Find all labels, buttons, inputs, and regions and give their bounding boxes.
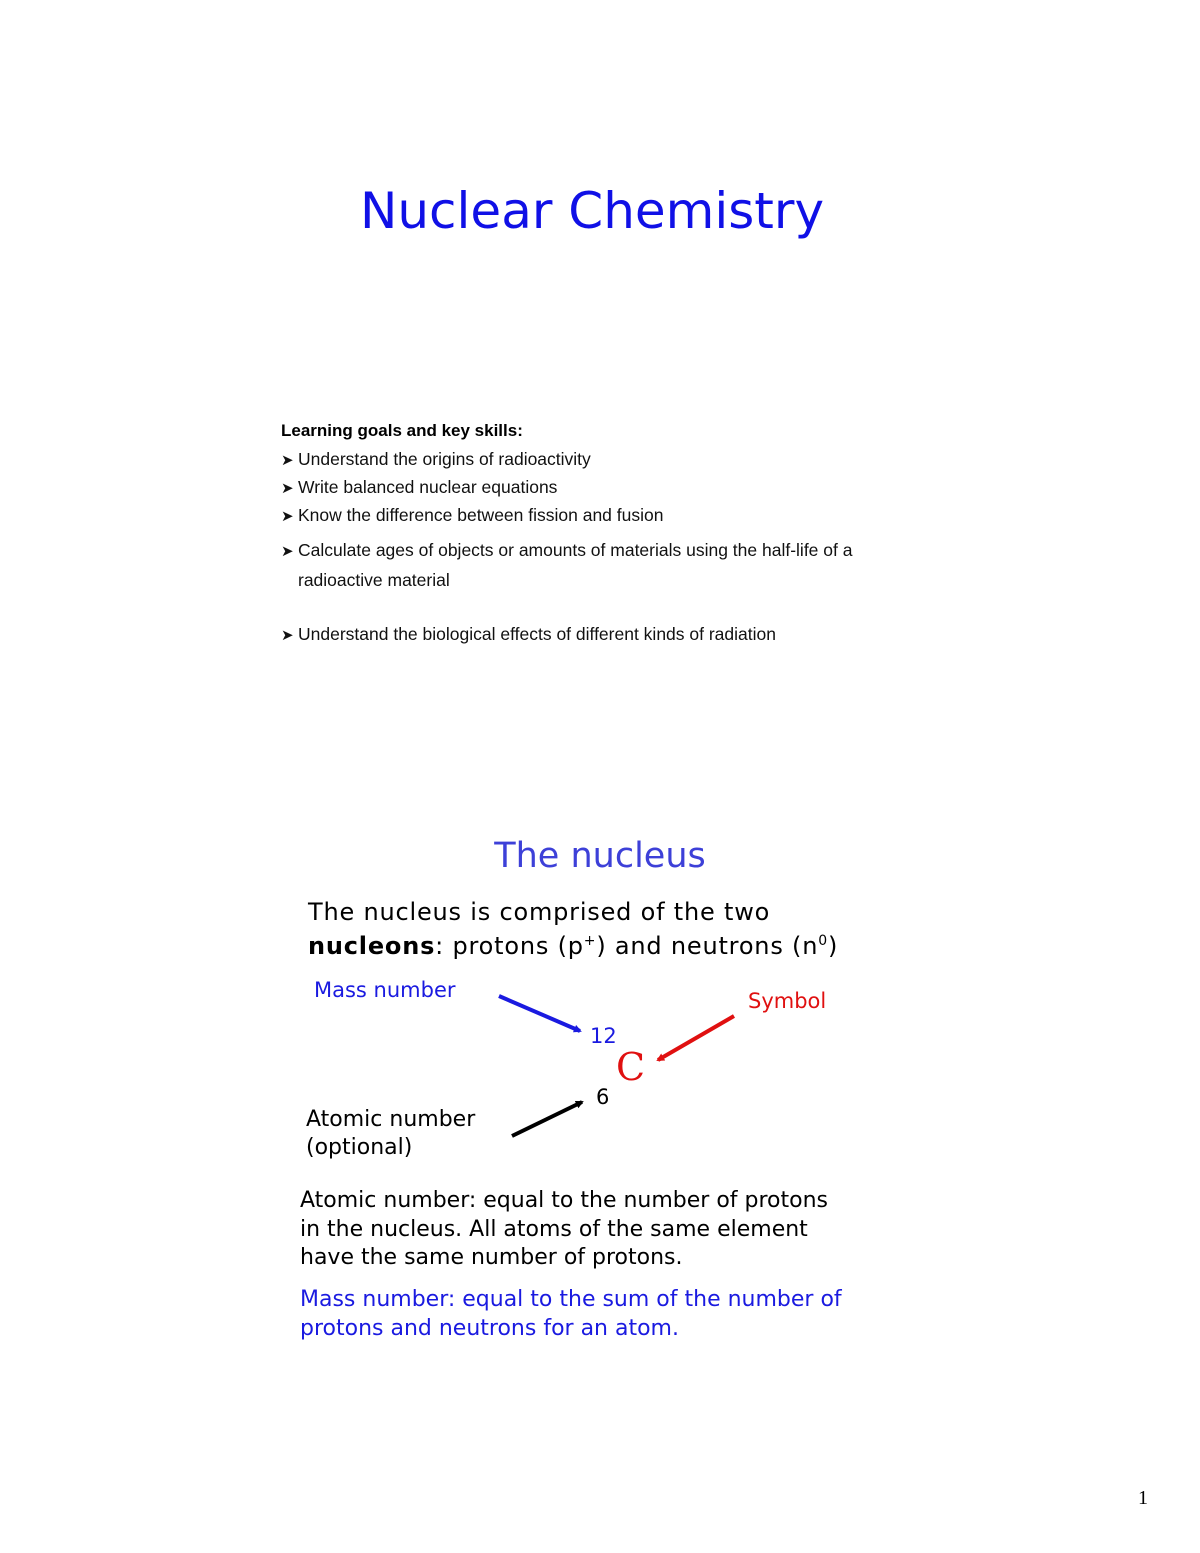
intro-line: The nucleus is comprised of the two	[308, 898, 771, 926]
definition-line: in the nucleus. All atoms of the same element	[300, 1216, 808, 1242]
nucleons-term: nucleons	[308, 932, 436, 960]
mass-number-arrow	[499, 996, 580, 1031]
goals-heading: Learning goals and key skills:	[281, 421, 523, 440]
goal-text: Understand the biological effects of different kinds of radiation	[298, 624, 776, 644]
goal-text: Know the difference between fission and fusion	[298, 505, 664, 525]
definition-line: Atomic number: equal to the number of protons	[300, 1188, 828, 1213]
mass-number-value: 12	[590, 1024, 617, 1048]
goal-text: Understand the origins of radioactivity	[298, 449, 591, 469]
atomic-number-label: Atomic number	[306, 1107, 476, 1132]
intro-text: : protons (p	[435, 932, 584, 960]
goal-text: Calculate ages of objects or amounts of materials using the half-life of a	[298, 540, 853, 560]
bullet-arrow-icon: ➤	[281, 480, 294, 497]
atomic-number-value: 6	[596, 1085, 610, 1109]
symbol-label: Symbol	[748, 989, 827, 1013]
page-title: Nuclear Chemistry	[359, 182, 825, 240]
atomic-number-arrow	[512, 1102, 582, 1136]
symbol-arrow	[658, 1016, 734, 1060]
page-number: 1	[1138, 1487, 1148, 1509]
bullet-arrow-icon: ➤	[281, 627, 294, 644]
mass-number-label: Mass number	[314, 978, 456, 1002]
goal-text-continued: radioactive material	[298, 570, 450, 590]
bullet-arrow-icon: ➤	[281, 452, 294, 469]
element-symbol: C	[616, 1045, 646, 1089]
mass-number-definition	[300, 1286, 842, 1343]
section-title: The nucleus	[494, 836, 706, 876]
bullet-arrow-icon: ➤	[281, 543, 294, 560]
bullet-arrow-icon: ➤	[281, 508, 294, 525]
definition-line: protons and neutrons for an atom.	[300, 1315, 679, 1341]
intro-text: ) and neutrons (n	[596, 932, 819, 960]
intro-text: )	[827, 932, 839, 960]
neutron-charge: 0	[818, 933, 828, 949]
proton-charge: +	[583, 933, 597, 949]
atomic-number-definition	[300, 1187, 828, 1273]
definition-line: Mass number: equal to the sum of the number of	[300, 1287, 842, 1312]
optional-label: (optional)	[306, 1135, 413, 1160]
goal-text: Write balanced nuclear equations	[298, 477, 558, 497]
definition-line: have the same number of protons.	[300, 1245, 683, 1270]
